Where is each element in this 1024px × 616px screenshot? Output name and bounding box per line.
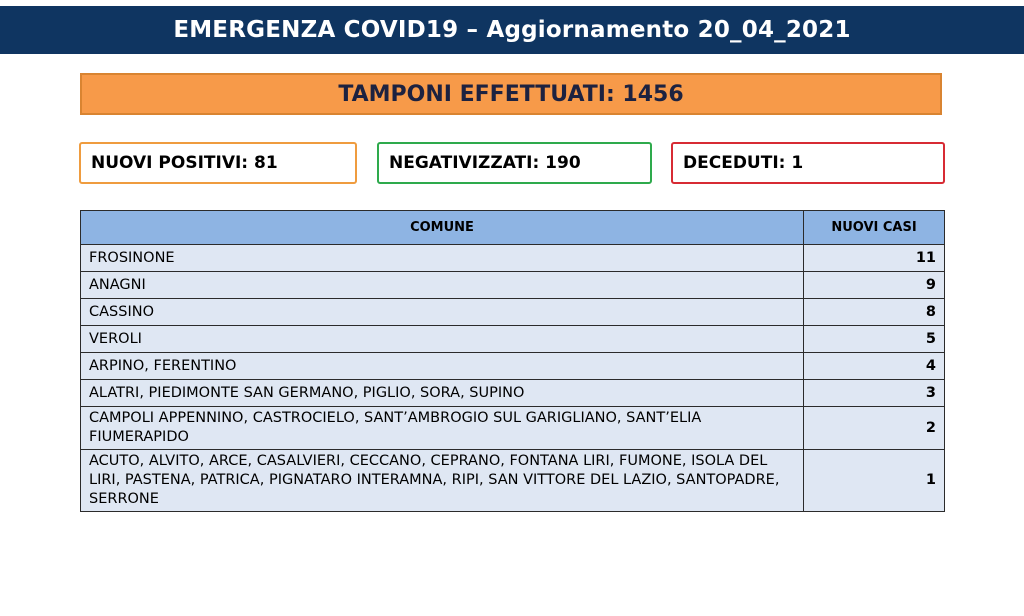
- tamponi-label: TAMPONI EFFETTUATI: 1456: [338, 81, 684, 107]
- comune-cell: ALATRI, PIEDIMONTE SAN GERMANO, PIGLIO, SORA, SUPINO: [81, 380, 804, 407]
- casi-cell: 3: [804, 380, 945, 407]
- tamponi-banner: [80, 73, 942, 115]
- column-header-comune: COMUNE: [81, 211, 804, 245]
- table-header-row: [81, 211, 945, 245]
- casi-cell: 11: [804, 245, 945, 272]
- cases-table: [80, 210, 945, 512]
- casi-cell: 9: [804, 272, 945, 299]
- comune-cell: VEROLI: [81, 326, 804, 353]
- negativizzati-box: [377, 142, 652, 184]
- table-row: [81, 353, 945, 380]
- casi-cell: 1: [804, 450, 945, 512]
- negativizzati-label: NEGATIVIZZATI: 190: [389, 153, 581, 173]
- table-row: [81, 407, 945, 450]
- comune-cell: ACUTO, ALVITO, ARCE, CASALVIERI, CECCANO, CEPRANO, FONTANA LIRI, FUMONE, ISOLA DEL LIRI, PASTENA, PATRICA, PIGNATARO INTERAMNA, RIPI, SAN VITTORE DEL LAZIO, SANTOPADRE, SERRONE: [81, 450, 804, 512]
- casi-cell: 5: [804, 326, 945, 353]
- comune-cell: ANAGNI: [81, 272, 804, 299]
- table-row: [81, 272, 945, 299]
- page-title: EMERGENZA COVID19 – Aggiornamento 20_04_2021: [173, 17, 851, 43]
- comune-cell: CASSINO: [81, 299, 804, 326]
- comune-cell: FROSINONE: [81, 245, 804, 272]
- table-row: [81, 380, 945, 407]
- nuovi-positivi-box: [79, 142, 357, 184]
- page-title-bar: [0, 6, 1024, 54]
- casi-cell: 4: [804, 353, 945, 380]
- deceduti-box: [671, 142, 945, 184]
- casi-cell: 2: [804, 407, 945, 450]
- column-header-nuovi-casi: NUOVI CASI: [804, 211, 945, 245]
- table-row: [81, 450, 945, 512]
- nuovi-positivi-label: NUOVI POSITIVI: 81: [91, 153, 278, 173]
- comune-cell: CAMPOLI APPENNINO, CASTROCIELO, SANT’AMBROGIO SUL GARIGLIANO, SANT’ELIA FIUMERAPIDO: [81, 407, 804, 450]
- casi-cell: 8: [804, 299, 945, 326]
- table-row: [81, 326, 945, 353]
- deceduti-label: DECEDUTI: 1: [683, 153, 804, 173]
- comune-cell: ARPINO, FERENTINO: [81, 353, 804, 380]
- table-row: [81, 299, 945, 326]
- table-row: [81, 245, 945, 272]
